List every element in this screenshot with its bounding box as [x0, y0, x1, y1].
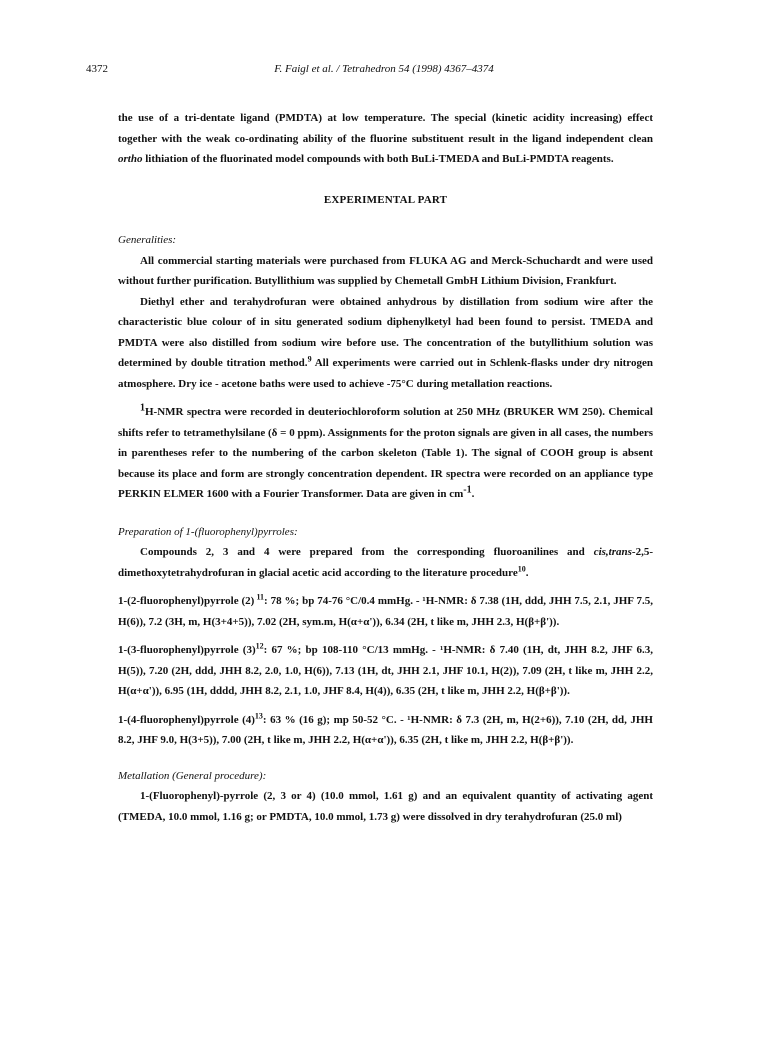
generalities-p2-text: Diethyl ether and terahydrofuran were obtained anhydrous by distillation from sodium wire after the characteristic blue colour of in situ generated sodium diphenylketyl had been found to persist. TMEDA and PMDTA were also distilled from sodium wire before use. The concentration of the butyllithium solution was determined by double titration method. [118, 295, 653, 369]
intro-line-3: lithiation of the fluorinated model compounds with both BuLi-TMEDA and BuLi-PMDTA reagents. [142, 153, 614, 165]
preparation-intro-end: . [525, 566, 529, 579]
metallation-heading: Metallation (General procedure): [118, 769, 267, 782]
generalities-p3-end: . [471, 488, 475, 500]
journal-citation: F. Faigl et al. / Tetrahedron 54 (1998) 4367–4374 [274, 63, 494, 75]
intro-line-2: together with the weak co-ordinating ability of the fluorine substituent result in the ligand independent clean [118, 132, 653, 145]
intro-paragraph [118, 108, 653, 170]
generalities-paragraph-1: All commercial starting materials were purchased from FLUKA AG and Merck-Schuchardt and were used without further purification. Butyllithium was supplied by Chemetall GmbH Lithium Division, Frankfurt. [118, 254, 653, 287]
preparation-intro-italic: cis,trans [593, 546, 632, 558]
generalities-p2-text-end: All experiments were carried out in Schlenk-flasks under dry nitrogen atmosphere. Dry ice - acetone baths were used to achieve -75°C during metallation reactions. [118, 357, 653, 390]
running-header [86, 62, 682, 76]
generalities-paragraph-2 [118, 292, 653, 395]
reference-marker: 13 [254, 710, 263, 720]
compound-entry-3 [118, 640, 653, 702]
compound-name: 1-(2-fluorophenyl)pyrrole (2) [118, 595, 255, 607]
unit-superscript: -1 [463, 484, 472, 496]
metallation-paragraph: 1-(Fluorophenyl)-pyrrole (2, 3 or 4) (10.0 mmol, 1.61 g) and an equivalent quantity of activating agent (TMEDA, 10.0 mmol, 1.16 g; or PMDTA, 10.0 mmol, 1.73 g) were dissolved in dry terahydrofuran (25.0 ml) [118, 790, 653, 823]
preparation-heading: Preparation of 1-(fluorophenyl)pyrroles: [118, 525, 298, 538]
preparation-intro [118, 542, 653, 583]
nmr-superscript: 1 [140, 402, 145, 414]
page-number: 4372 [86, 63, 108, 75]
reference-marker: 10 [517, 563, 526, 573]
compound-entry-4 [118, 710, 653, 751]
reference-marker: 11 [254, 592, 265, 602]
section-title: EXPERIMENTAL PART [323, 193, 448, 206]
compound-data: : 67 %; bp 108-110 °C/13 mmHg. - ¹H-NMR: δ 7.40 (1H, dt, JHH 8.2, JHF 6.3, H(5)), 7.20 (2H, ddd, JHH 8.2, 2.0, 1.0, H(6)), 7.13 (1H, dt, JHH 2.1, JHF 10.1, H(2)), 7.09 (2H, t like m, JHH 2.2, H(α+α')), 6.95 (1H, dddd, JHH 8.2, 2.1, 1.0, JHF 8.4, H(4)), 6.35 (2H, t like m, JHH 2.2, H(β+β')). [118, 644, 654, 697]
reference-marker: 9 [307, 354, 312, 364]
preparation-intro-text-2: -2,5-dimethoxytetrahydrofuran in glacial acetic acid according to the literature procedure [118, 546, 653, 579]
compound-entry-2 [118, 591, 653, 632]
compound-name: 1-(3-fluorophenyl)pyrrole (3) [118, 644, 256, 656]
intro-line-1: the use of a tri-dentate ligand (PMDTA) at low temperature. The special (kinetic acidity increasing) effect [118, 112, 653, 124]
preparation-intro-text: Compounds 2, 3 and 4 were prepared from the corresponding fluoroanilines and [140, 546, 594, 558]
intro-italic-term: ortho [118, 153, 143, 165]
compound-data: : 63 % (16 g); mp 50-52 °C. - ¹H-NMR: δ 7.3 (2H, m, H(2+6)), 7.10 (2H, dd, JHH 8.2, JHF 9.0, H(3+5)), 7.00 (2H, t like m, JHH 2.2, H(α+α')), 6.35 (2H, t like m, JHH 2.2, H(β+β')). [118, 713, 653, 746]
reference-marker: 12 [255, 641, 264, 651]
compound-name: 1-(4-fluorophenyl)pyrrole (4) [118, 713, 255, 726]
article-body [118, 108, 653, 827]
generalities-heading: Generalities: [118, 234, 177, 246]
generalities-paragraph-3 [118, 402, 653, 505]
compound-data: : 78 %; bp 74-76 °C/0.4 mmHg. - ¹H-NMR: δ 7.38 (1H, ddd, JHH 7.5, 2.1, JHF 7.5, H(6)), 7.2 (3H, m, H(3+4+5)), 7.02 (2H, sym.m, H(α+α')), 6.34 (2H, t like m, JHH 2.3, H(β+β')). [118, 595, 653, 628]
generalities-p3-text: H-NMR spectra were recorded in deuteriochloroform solution at 250 MHz (BRUKER WM 250). Chemical shifts refer to tetramethylsilane (δ = 0 ppm). Assignments for the proton signals are given in all cases, the numbers in parentheses refer to the numbering of the carbon skeleton (Table 1). The signal of COOH group is absent because its place and form are strongly concentration dependent. IR spectra were recorded on an appliance type PERKIN ELMER 1600 with a Fourier Transformer. Data are given in cm [118, 406, 653, 500]
